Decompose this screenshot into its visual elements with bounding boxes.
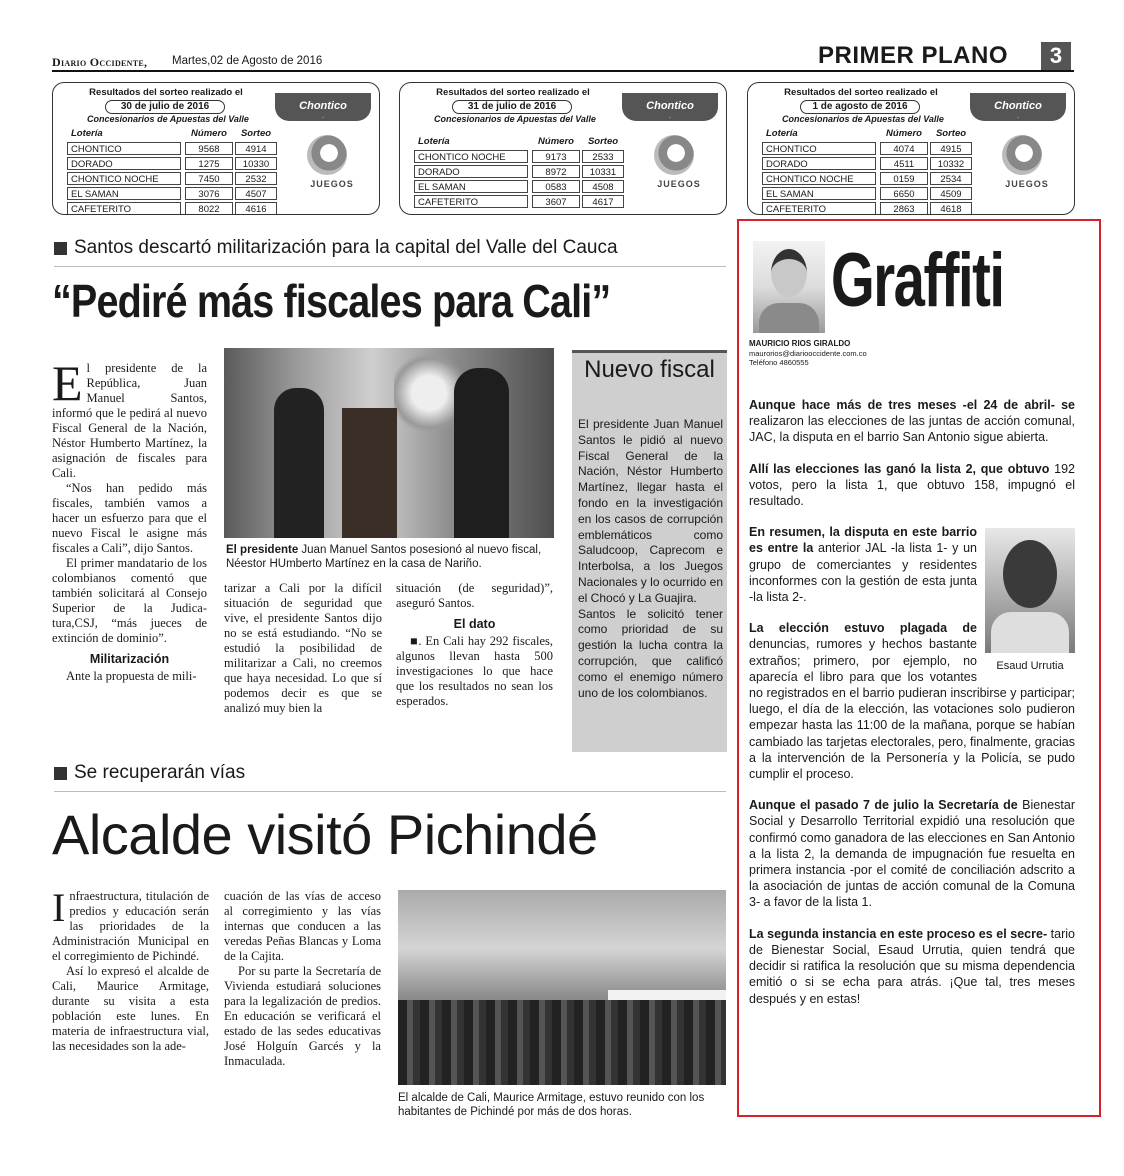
paragraph: La elección estuvo plagada de denuncias, rumores y hechos bastante extraños; primero, por ejemplo, no aparecía el libro para que los votantes no registrados en el barrio pudieran inscribirse y participar; luego, el día de la elección, las votaciones solo pudieron empezar hasta las 11:00 de la mañana, porque se habían cambiado las tarjetas electorales, pero, finalmente, gracias a la intervención de la Personería y la Policía, se pudo cumplir el proceso. bbox=[749, 621, 1075, 782]
lottery-box bbox=[52, 82, 380, 215]
paragraph: “Nos han pedido más fiscales, también vamos a hacer un esfuerzo para que el nuevo Fiscal le asigne más fiscales a Cali”, dijo Santos. bbox=[52, 481, 207, 555]
lottery-row: CHONTICO 9568 4914 bbox=[67, 142, 289, 157]
juegos-emblem-icon bbox=[1002, 135, 1042, 175]
kicker-square-icon bbox=[54, 242, 67, 255]
santos-photo bbox=[224, 348, 554, 538]
paragraph: ■. En Cali hay 292 fiscales, algunos llevan hasta 500 investigaciones lo que hace que los resultados no sean los esperados. bbox=[396, 634, 553, 708]
story1-column-1 bbox=[52, 355, 207, 684]
column-title: Graffiti bbox=[831, 238, 1004, 323]
paragraph: Ante la propuesta de mili- bbox=[66, 669, 197, 683]
sidebar-title: Nuevo fiscal bbox=[584, 356, 715, 383]
columnist-email: maurorios@diariooccidente.com.co bbox=[749, 349, 867, 358]
lottery-row: CHONTICO NOCHE 9173 2533 bbox=[414, 150, 636, 165]
lottery-header: Resultados del sorteo realizado el bbox=[784, 87, 938, 98]
lottery-box bbox=[399, 82, 727, 215]
juegos-emblem-icon bbox=[654, 135, 694, 175]
subhead: Militarización bbox=[89, 652, 170, 666]
lottery-row: EL SAMAN 6650 4509 bbox=[762, 187, 984, 202]
photo-caption: El presidente Juan Manuel Santos posesionó al nuevo fiscal, Néestor HUmberto Martínez en la casa de Nariño. bbox=[226, 544, 542, 570]
paragraph: Por su parte la Secretaría de Vivienda estudiará soluciones para la legalización de predios. En educación se verificará el estado de las sedes educativas José Holguín Garcés y la Inmaculada. bbox=[224, 964, 381, 1068]
lottery-date: 1 de agosto de 2016 bbox=[800, 100, 920, 114]
lottery-row: CAFETERITO 2863 4618 bbox=[762, 202, 984, 215]
lottery-row: EL SAMAN 0583 4508 bbox=[414, 180, 636, 195]
story1-column-3 bbox=[396, 581, 553, 709]
lottery-subtitle: Concesionarios de Apuestas del Valle bbox=[782, 114, 944, 124]
lottery-subtitle: Concesionarios de Apuestas del Valle bbox=[434, 114, 596, 124]
lottery-table-header: Lotería Número Sorteo bbox=[418, 136, 619, 147]
lottery-header: Resultados del sorteo realizado el bbox=[436, 87, 590, 98]
issue-date: Martes,02 de Agosto de 2016 bbox=[172, 55, 323, 67]
lottery-date: 30 de julio de 2016 bbox=[105, 100, 225, 114]
subhead: El dato bbox=[453, 617, 496, 631]
story2-column-1 bbox=[52, 885, 209, 1054]
urrutia-photo bbox=[985, 528, 1075, 678]
lottery-subtitle: Concesionarios de Apuestas del Valle bbox=[87, 114, 249, 124]
columnist-name: MAURICIO RIOS GIRALDO bbox=[749, 339, 851, 348]
chontico-logo: Chontico . bbox=[622, 93, 718, 121]
graffiti-column bbox=[737, 219, 1101, 1117]
story2-headline: Alcalde visitó Pichindé bbox=[52, 803, 598, 866]
paragraph: nfraestructura, titulación de predios y educación serán las prioridades de la Administración Municipal en el corregimiento de Pichindé. bbox=[52, 889, 209, 963]
paragraph: El primer mandatario de los colombianos comentó que también solicitará al Consejo Superior de la Judica-tura,CSJ, “más jueces de extinción de dominio”. bbox=[52, 556, 207, 645]
paragraph: cuación de las vías de acceso al corregimiento y las vías internas que conducen a las veredas Peñas Blancas y Loma de la Cajita. bbox=[224, 889, 381, 963]
kicker-rule bbox=[54, 791, 726, 792]
chontico-logo: Chontico . bbox=[275, 93, 371, 121]
sidebar-body bbox=[578, 417, 723, 701]
lottery-row: CAFETERITO 3607 4617 bbox=[414, 195, 636, 210]
juegos-logo-text: JUEGOS bbox=[310, 179, 354, 189]
masthead bbox=[52, 42, 1074, 72]
paragraph: Aunque el pasado 7 de julio la Secretaría de Bienestar Social y Desarrollo Territorial expidió una resolución que confirmó como ganadora de las elecciones en San Antonio a la lista 2, la demanda de impugnación fue resuelta en primera instancia -por el comité de conciliación adscrito a la asociación de juntas de acción comunal de la Comuna 3- a favor de la lista 1. bbox=[749, 798, 1075, 910]
lottery-row: EL SAMAN 3076 4507 bbox=[67, 187, 289, 202]
paragraph: En resumen, la disputa en este barrio es entre la anterior JAL -la lista 1- y un grupo de comerciantes y residentes inconformes con la gestión de esta junta -la lista 2-. bbox=[749, 525, 977, 605]
story2-kicker: Se recuperarán vías bbox=[74, 762, 246, 783]
lottery-table bbox=[67, 127, 289, 215]
nuevo-fiscal-sidebar bbox=[572, 350, 727, 752]
section-title: PRIMER PLANO bbox=[818, 42, 1009, 69]
lottery-table bbox=[414, 135, 636, 210]
story1-column-2: tarizar a Cali por la difícil situación de seguridad que vive, el presidente Santos dijo no se está estudiando. “No se estudió la posibilidad de militarizar a Cali, no creemos que haya necesidad. Lo que sí podemos decir es que se analizó muy bien la bbox=[224, 581, 382, 715]
lottery-header: Resultados del sorteo realizado el bbox=[89, 87, 243, 98]
columnist-portrait bbox=[753, 241, 825, 333]
paragraph: La segunda instancia en este proceso es el secre- tario de Bienestar Social, Esaud Urrutia, quien tendrá que decidir si ratifica la resolución que su misma dependencia emitió o si se echa para atrás. ¡Que tal, tres meses después y en estas! bbox=[749, 926, 1075, 1006]
paragraph: Allí las elecciones las ganó la lista 2, que obtuvo 192 votos, pero la lista 1, que obtuvo 158, impugnó el resultado. bbox=[749, 461, 1075, 509]
photo-caption: El alcalde de Cali, Maurice Armitage, estuvo reunido con los habitantes de Pichindé por más de dos horas. bbox=[398, 1092, 705, 1118]
paragraph: El presidente Juan Manuel Santos le pidió al nuevo Fiscal General de la Nación, Néstor Humberto Martínez, llegar hasta el fondo en la investigación en los casos de corrupción emblemáticos como Saludcoop, Caprecom e Interbolsa, a los Juegos Nacionales y lo ocurrido en el Chocó y La Guajira. bbox=[578, 417, 723, 605]
photo-caption: Esaud Urrutia bbox=[996, 660, 1064, 673]
lottery-row: DORADO 1275 10330 bbox=[67, 157, 289, 172]
lottery-date: 31 de julio de 2016 bbox=[452, 100, 572, 114]
kicker-rule bbox=[54, 266, 726, 267]
juegos-logo-text: JUEGOS bbox=[1005, 179, 1049, 189]
lottery-row: CAFETERITO 8022 4616 bbox=[67, 202, 289, 215]
column-body bbox=[749, 397, 1075, 1022]
chontico-logo: Chontico . bbox=[970, 93, 1066, 121]
lottery-table-header: Lotería Número Sorteo bbox=[766, 128, 967, 139]
paragraph: Aunque hace más de tres meses -el 24 de abril- se realizaron las elecciones de las juntas de acción comunal, JAC, la disputa en el barrio San Antonio sigue abierta. bbox=[749, 398, 1075, 445]
lottery-box bbox=[747, 82, 1075, 215]
lottery-row: CHONTICO NOCHE 0159 2534 bbox=[762, 172, 984, 187]
lottery-row: CHONTICO 4074 4915 bbox=[762, 142, 984, 157]
paragraph: Así lo expresó el alcalde de Cali, Maurice Armitage, durante su visita a esta población este lunes. En materia de infraestructura vial, las necesidades son la ade- bbox=[52, 964, 209, 1053]
lottery-table-header: Lotería Número Sorteo bbox=[71, 128, 272, 139]
story1-kicker: Santos descartó militarización para la capital del Valle del Cauca bbox=[74, 237, 618, 258]
columnist-phone: Teléfono 4860555 bbox=[749, 358, 809, 367]
dropcap: I bbox=[52, 885, 66, 930]
page-number: 3 bbox=[1041, 42, 1071, 70]
paragraph: Santos le solicitó tener como prioridad de su gestión la lucha contra la corrupción, que calificó como el enemigo número uno de los colombianos. bbox=[578, 606, 723, 700]
juegos-emblem-icon bbox=[307, 135, 347, 175]
kicker-square-icon bbox=[54, 767, 67, 780]
dropcap: E bbox=[52, 355, 83, 411]
story1-headline: “Pediré más fiscales para Cali” bbox=[52, 275, 611, 327]
lottery-row: DORADO 4511 10332 bbox=[762, 157, 984, 172]
masthead-rule bbox=[52, 70, 1074, 72]
newspaper-name: Diario Occidente, bbox=[52, 55, 148, 69]
paragraph: situación (de seguridad)”, aseguró Santos. bbox=[396, 581, 553, 610]
lottery-row: CHONTICO NOCHE 7450 2532 bbox=[67, 172, 289, 187]
juegos-logo-text: JUEGOS bbox=[657, 179, 701, 189]
lottery-row: DORADO 8972 10331 bbox=[414, 165, 636, 180]
paragraph: l presidente de la República, Juan Manuel Santos, informó que le pedirá al nuevo Fiscal General de la Nación, Néstor Humberto Martínez, la asignación de fiscales para Cali. bbox=[52, 361, 207, 480]
story2-column-2 bbox=[224, 889, 381, 1069]
lottery-table bbox=[762, 127, 984, 215]
pichinde-meeting-photo bbox=[398, 890, 726, 1085]
